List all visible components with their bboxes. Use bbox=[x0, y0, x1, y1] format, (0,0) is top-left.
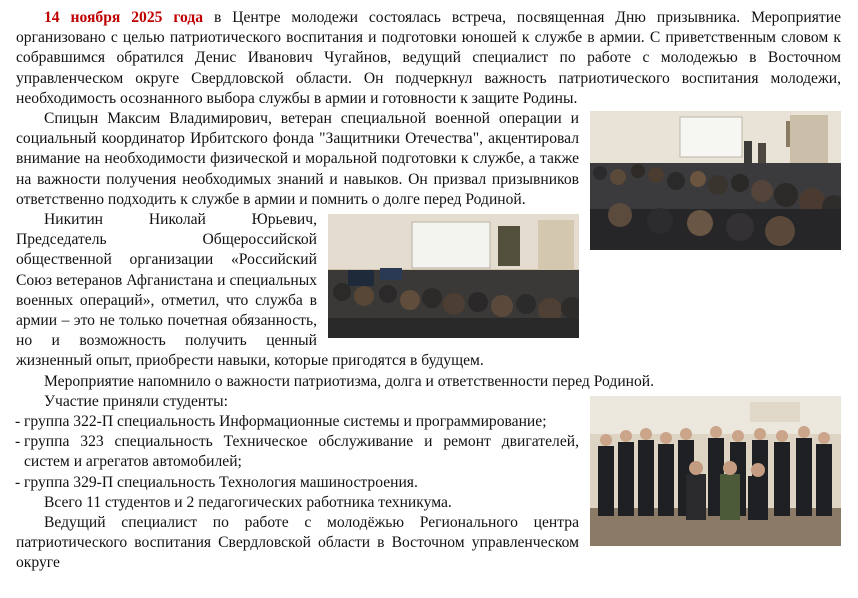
paragraph-intro bbox=[16, 8, 841, 109]
paragraph-summary: Мероприятие напомнило о важности патриотизма, долга и ответственности перед Родиной. bbox=[44, 372, 655, 390]
list-item-text: группа 323 специальность Техническое обслуживание и ремонт двигателей, систем и агрегатов автомобилей; bbox=[24, 433, 579, 471]
list-item-text: группа 329-П специальность Технология машиностроения. bbox=[24, 473, 418, 491]
paragraph-participants-intro: Участие приняли студенты: bbox=[44, 392, 228, 410]
list-item bbox=[16, 432, 841, 472]
meeting-photo-audience-image bbox=[590, 111, 841, 250]
list-item-text: группа 322-П специальность Информационные системы и программирование; bbox=[24, 413, 547, 431]
list-dash-icon: - bbox=[15, 473, 21, 491]
meeting-photo-audience bbox=[590, 111, 841, 250]
meeting-photo-presentation-image bbox=[328, 214, 579, 338]
list-item bbox=[16, 412, 841, 432]
event-date: 14 ноября 2025 года bbox=[44, 9, 204, 26]
list-dash-icon: - bbox=[15, 413, 21, 431]
paragraph-intro-text: в Центре молодежи состоялась встреча, посвященная Дню призывника. Мероприятие организовано с целью патриотического воспитания и подготовки юношей к службе в армии. С приветственным словом к собравшимся обратился Денис Иванович Чугайнов, ведущий специалист по работе с молодежью в Восточном управленческом округе Свердловской области. Он подчеркнул важность патриотического воспитания молодежи, необходимость осознанного выбора службы в армии и готовности к защите Родины. bbox=[16, 9, 842, 107]
paragraph-spitsyn: Спицын Максим Владимирович, ветеран специальной военной операции и социальный координатор Ирбитского фонда "Защитники Отечества", акцентировал внимание на необходимости физической и моральной подготовки к службе, а также на важности получения необходимых знаний и навыков. Он призвал призывников ответственно подходить к службе в армии и помнить о долге перед Родиной. bbox=[16, 110, 579, 208]
paragraph-total: Всего 11 студентов и 2 педагогических работника техникума. bbox=[44, 493, 452, 511]
paragraph-nikitin: Никитин Николай Юрьевич, Председатель Общероссийской общественной организации «Российский Союз ветеранов Афганистана и специальных военных операций», отметил, что служба в армии – это не только почетная обязанность, но и возможность получить ценный жизненный опыт, приобрести навыки, которые пригодятся в будущем. bbox=[16, 211, 484, 370]
list-dash-icon: - bbox=[15, 433, 21, 451]
group-list bbox=[16, 412, 841, 493]
paragraph-signature: Ведущий специалист по работе с молодёжью Регионального центра патриотического воспитания Свердловской области в Восточном управленческом округе bbox=[16, 514, 579, 572]
article bbox=[16, 8, 841, 574]
list-item bbox=[16, 473, 841, 493]
meeting-photo-presentation bbox=[328, 214, 579, 338]
